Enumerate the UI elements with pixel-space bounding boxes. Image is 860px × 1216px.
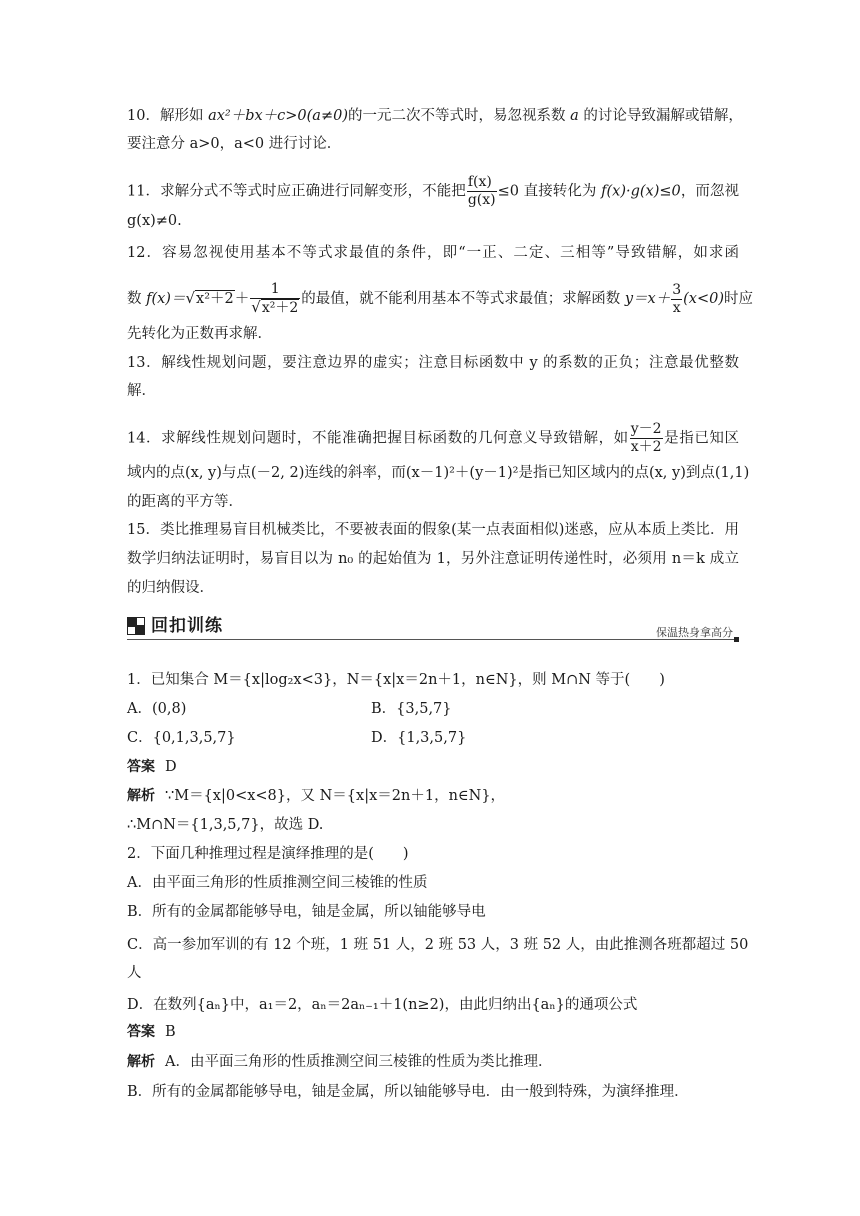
item-12-line-2: 数 f(x)＝√x²＋2＋ $\frac{1}{\text{√x²＋2}}$ 的最值，就不能利用基本不等式求最值；求解函数 y＝x＋ $\frac{3}{x}$ (x<0)时应 [127,281,754,316]
q2-option-c-2: 人 [127,965,142,981]
q2-analysis-2: B．所有的金属都能够导电，铀是金属，所以铀能够导电．由一般到特殊，为演绎推理． [127,1084,689,1100]
q2-analysis-1: 解析 A．由平面三角形的性质推测空间三棱锥的性质为类比推理． [127,1054,553,1070]
item-11-line-2: g(x)≠0. [127,213,182,229]
section-title: 回扣训练 [151,616,223,636]
item-14-line-1: 14．求解线性规划问题时，不能准确把握目标函数的几何意义导致错解，如 $\frac{y-2}{x+2}$ 是指已知区 [127,421,740,455]
item-14-line-2: 域内的点(x, y)与点(－2, 2)连线的斜率，而(x－1)²＋(y－1)²是指已知区域内的点(x, y)到点(1,1) [127,465,750,481]
q2-answer: 答案 B [127,1024,176,1040]
item-15-line-1: 15．类比推理易盲目机械类比，不要被表面的假象(某一点表面相似)迷惑，应从本质上类比．用 [127,522,740,538]
q1-analysis-1: 解析 ∵M＝{x|0<x<8}，又 N＝{x|x＝2n＋1，n∈N}， [127,788,506,804]
q1-answer: 答案 D [127,759,177,775]
item-13-line-2: 解． [127,383,156,399]
checker-square-icon [127,617,145,635]
q2-stem: 2．下面几种推理过程是演绎推理的是( ) [127,846,409,862]
item-12-line-1: 12．容易忽视使用基本不等式求最值的条件，即“一正、二定、三相等”导致错解，如求函 [127,245,740,261]
fraction-slope: $\frac{y-2}{x+2}$ [630,421,662,455]
fraction-f-over-g: $\frac{f(x)}{g(x)}$ [467,174,496,208]
fraction-one-over-sqrt: $\frac{1}{\text{√x²＋2}}$ [251,281,299,316]
item-10-line-2: 要注意分 a>0，a<0 进行讨论． [127,136,342,152]
q1-analysis-2: ∴M∩N＝{1,3,5,7}，故选 D. [127,817,324,833]
item-14-line-3: 的距离的平方等． [127,494,243,510]
q2-option-b: B．所有的金属都能够导电，铀是金属，所以铀能够导电 [127,904,486,920]
q1-option-d: D．{1,3,5,7} [371,730,467,746]
rule-end-square [734,637,739,642]
section-rule [127,639,739,640]
section-subtitle: 保温热身拿高分 [656,626,733,639]
q2-option-a: A．由平面三角形的性质推测空间三棱锥的性质 [127,875,428,891]
item-15-line-3: 的归纳假设． [127,580,214,596]
q1-option-c: C．{0,1,3,5,7} [127,730,236,746]
item-12-line-3: 先转化为正数再求解． [127,326,272,342]
inequality-formula: ax²＋bx＋c>0(a≠0) [208,108,348,124]
section-header [127,614,739,640]
item-15-line-2: 数学归纳法证明时，易盲目以为 n₀ 的起始值为 1，另外注意证明传递性时，必须用 n＝k 成立 [127,551,739,567]
item-13-line-1: 13．解线性规划问题，要注意边界的虚实；注意目标函数中 y 的系数的正负；注意最优整数 [127,355,739,371]
q2-option-d: D．在数列{aₙ}中，a₁＝2，aₙ＝2aₙ₋₁＋1(n≥2)，由此归纳出{aₙ}的通项公式 [127,997,638,1013]
q1-option-b: B．{3,5,7} [371,701,452,717]
q1-stem: 1．已知集合 M＝{x|log₂x<3}，N＝{x|x＝2n＋1，n∈N}，则 M∩N 等于( ) [127,672,665,688]
q1-option-a: A．(0,8) [127,701,187,717]
q2-option-c-1: C．高一参加军训的有 12 个班，1 班 51 人，2 班 53 人，3 班 52 人，由此推测各班都超过 50 [127,937,749,953]
item-10-line-1: 10．解形如 ax²＋bx＋c>0(a≠0)的一元二次不等式时，易忽视系数 a 的讨论导致漏解或错解， [127,108,743,124]
fraction-3-over-x: $\frac{3}{x}$ [672,281,682,316]
item-11-line-1: 11．求解分式不等式时应正确进行同解变形，不能把 $\frac{f(x)}{g(x)}$ ≤0 直接转化为 f(x)·g(x)≤0，而忽视 [127,174,740,208]
